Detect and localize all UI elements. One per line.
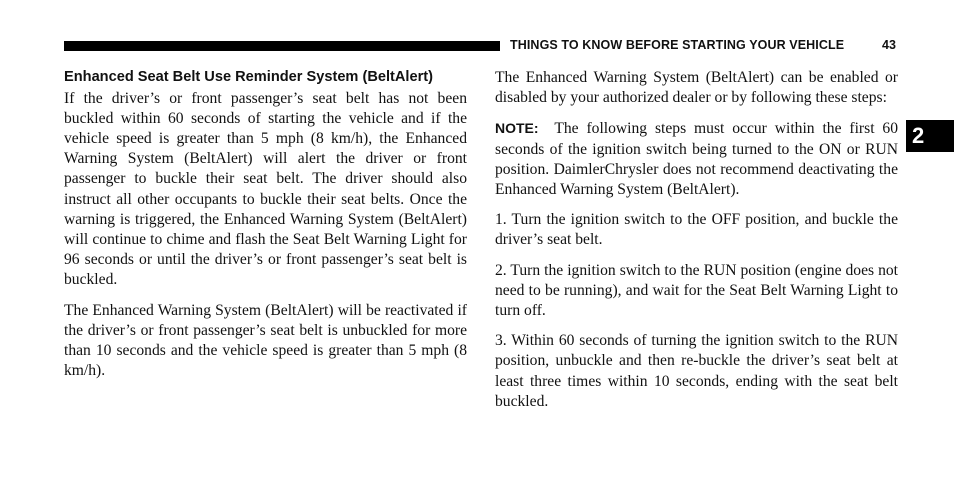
section-heading: Enhanced Seat Belt Use Reminder System (BeltAlert): [64, 69, 434, 85]
running-header-title: THINGS TO KNOW BEFORE STARTING YOUR VEHICLE: [510, 38, 845, 52]
header-rule: [64, 41, 500, 51]
step-3: 3. Within 60 seconds of turning the ignition switch to the RUN position, unbuckle and then re-buckle the driver’s seat belt at least three times within 10 seconds, ending with the seat belt buckled.: [495, 332, 898, 410]
body-paragraph-beltalert-reactivation: The Enhanced Warning System (BeltAlert) will be reactivated if the driver’s or front passenger’s seat belt is unbuckled for more than 10 seconds and the vehicle speed is greater than 5 mph (8 km/h).: [64, 301, 467, 380]
body-paragraph-beltalert-alert: If the driver’s or front passenger’s seat belt has not been buckled within 60 seconds of starting the vehicle and if the vehicle speed is greater than 5 mph (8 km/h), the Enhanced Warning System (BeltAlert) will alert the driver or front passenger to buckle their seat belt. The driver should also instruct all other occupants to buckle their seat belts. Once the warning is triggered, the Enhanced Warning System (BeltAlert) will continue to chime and flash the Seat Belt Warning Light for 96 seconds or until the driver’s or front passenger’s seat belt is buckled.: [64, 89, 467, 289]
note-paragraph: [495, 118, 898, 200]
body-paragraph-enable-disable: The Enhanced Warning System (BeltAlert) can be enabled or disabled by your authorized dealer or by following these steps:: [495, 69, 898, 107]
step-2: 2. Turn the ignition switch to the RUN position (engine does not need to be running), and wait for the Seat Belt Warning Light to turn off.: [495, 261, 898, 320]
page-number: 43: [882, 38, 896, 52]
note-label: NOTE:: [495, 120, 539, 137]
note-text: The following steps must occur within the first 60 seconds of the ignition switch being turned to the ON or RUN position. DaimlerChrysler does not recommend deactivating the Enhanced Warning System (BeltAlert).: [495, 120, 898, 199]
left-column: [64, 68, 467, 391]
right-column: [495, 68, 898, 422]
chapter-tab: 2: [906, 120, 954, 152]
step-1: 1. Turn the ignition switch to the OFF position, and buckle the driver’s seat belt.: [495, 211, 898, 249]
